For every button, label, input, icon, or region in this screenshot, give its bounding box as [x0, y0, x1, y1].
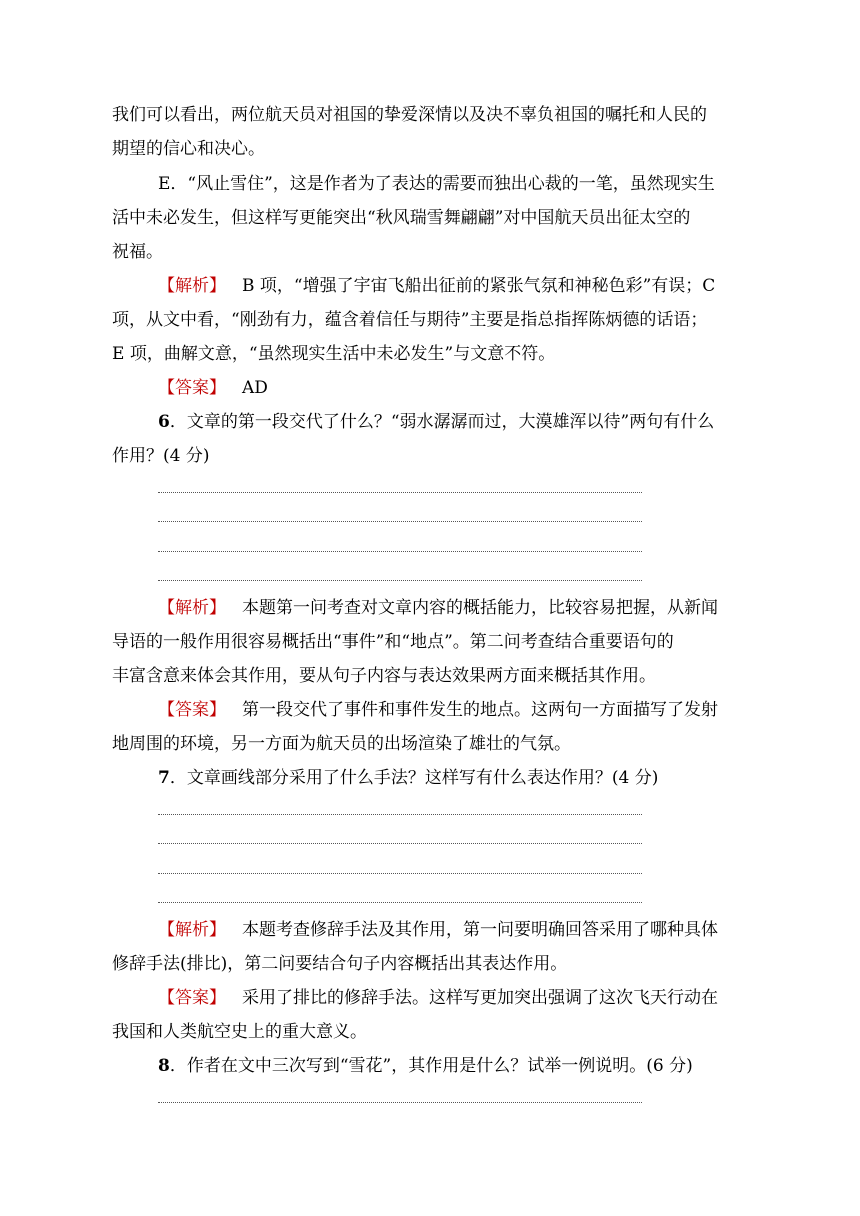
q7-analysis-line — [158, 918, 718, 942]
answer-text: 第一段交代了事件和事件发生的地点。这两句一方面描写了发射 — [242, 700, 718, 720]
analysis-text: 本题第一问考查对文章内容的概括能力，比较容易把握，从新闻 — [242, 598, 718, 618]
answer-blank-line — [158, 521, 642, 522]
answer-text: AD — [242, 378, 268, 398]
answer-blank-line — [158, 492, 642, 493]
analysis-tag: 【解析】 — [158, 598, 226, 618]
question-text: ．文章画线部分采用了什么手法？这样写有什么表达作用？(4 分) — [169, 768, 659, 788]
answer-tag: 【答案】 — [158, 700, 226, 720]
q5-answer-line — [158, 376, 268, 400]
question-number: 6 — [158, 412, 170, 432]
answer-tag: 【答案】 — [158, 988, 226, 1008]
text-line: 活中未必发生，但这样写更能突出“秋风瑞雪舞翩翩”对中国航天员出征太空的 — [112, 208, 691, 228]
answer-blank-line — [158, 843, 642, 844]
q5-analysis-line: E 项，曲解文意，“虽然现实生活中未必发生”与文意不符。 — [112, 344, 556, 364]
analysis-text: 本题考查修辞手法及其作用，第一问要明确回答采用了哪种具体 — [242, 920, 718, 940]
q5-analysis-line — [158, 274, 715, 298]
answer-blank-line — [158, 551, 642, 552]
answer-blank-line — [158, 873, 642, 874]
answer-blank-line — [158, 902, 642, 903]
question-text: ．作者在文中三次写到“雪花”，其作用是什么？试举一例说明。(6 分) — [169, 1056, 693, 1076]
q8-question — [158, 1054, 693, 1078]
question-number: 7 — [158, 768, 170, 788]
answer-blank-line — [158, 1102, 642, 1103]
q7-analysis-line: 修辞手法(排比)，第二问要结合句子内容概括出其表达作用。 — [112, 954, 568, 974]
question-number: 8 — [158, 1056, 170, 1076]
q6-analysis-line: 丰富含意来体会其作用，要从句子内容与表达效果两方面来概括其作用。 — [112, 666, 656, 686]
q6-question — [158, 410, 714, 434]
analysis-text: B 项，“增强了宇宙飞船出征前的紧张气氛和神秘色彩”有误；C — [242, 276, 716, 296]
q6-question-cont: 作用？(4 分) — [112, 446, 210, 466]
q7-question — [158, 766, 658, 790]
option-e-line: E．“风止雪住”，这是作者为了表达的需要而独出心裁的一笔，虽然现实生 — [158, 174, 715, 194]
question-text: ．文章的第一段交代了什么？“弱水潺潺而过，大漠雄浑以待”两句有什么 — [169, 412, 715, 432]
text-line: 我们可以看出，两位航天员对祖国的挚爱深情以及决不辜负祖国的嘱托和人民的 — [112, 105, 707, 125]
q7-answer-line — [158, 986, 718, 1010]
answer-text: 采用了排比的修辞手法。这样写更加突出强调了这次飞天行动在 — [242, 988, 718, 1008]
q6-analysis-line: 导语的一般作用很容易概括出“事件”和“地点”。第二问考查结合重要语句的 — [112, 632, 674, 652]
q6-answer-line: 地周围的环境，另一方面为航天员的出场渲染了雄壮的气氛。 — [112, 734, 571, 754]
text-line: 期望的信心和决心。 — [112, 139, 265, 159]
analysis-tag: 【解析】 — [158, 276, 226, 296]
q6-analysis-line — [158, 596, 718, 620]
analysis-tag: 【解析】 — [158, 920, 226, 940]
q6-answer-line — [158, 698, 718, 722]
text-line: 祝福。 — [112, 242, 163, 262]
answer-blank-line — [158, 580, 642, 581]
q5-analysis-line: 项，从文中看，“刚劲有力，蕴含着信任与期待”主要是指总指挥陈炳德的话语； — [112, 310, 708, 330]
answer-blank-line — [158, 814, 642, 815]
q7-answer-line: 我国和人类航空史上的重大意义。 — [112, 1022, 367, 1042]
answer-tag: 【答案】 — [158, 378, 226, 398]
